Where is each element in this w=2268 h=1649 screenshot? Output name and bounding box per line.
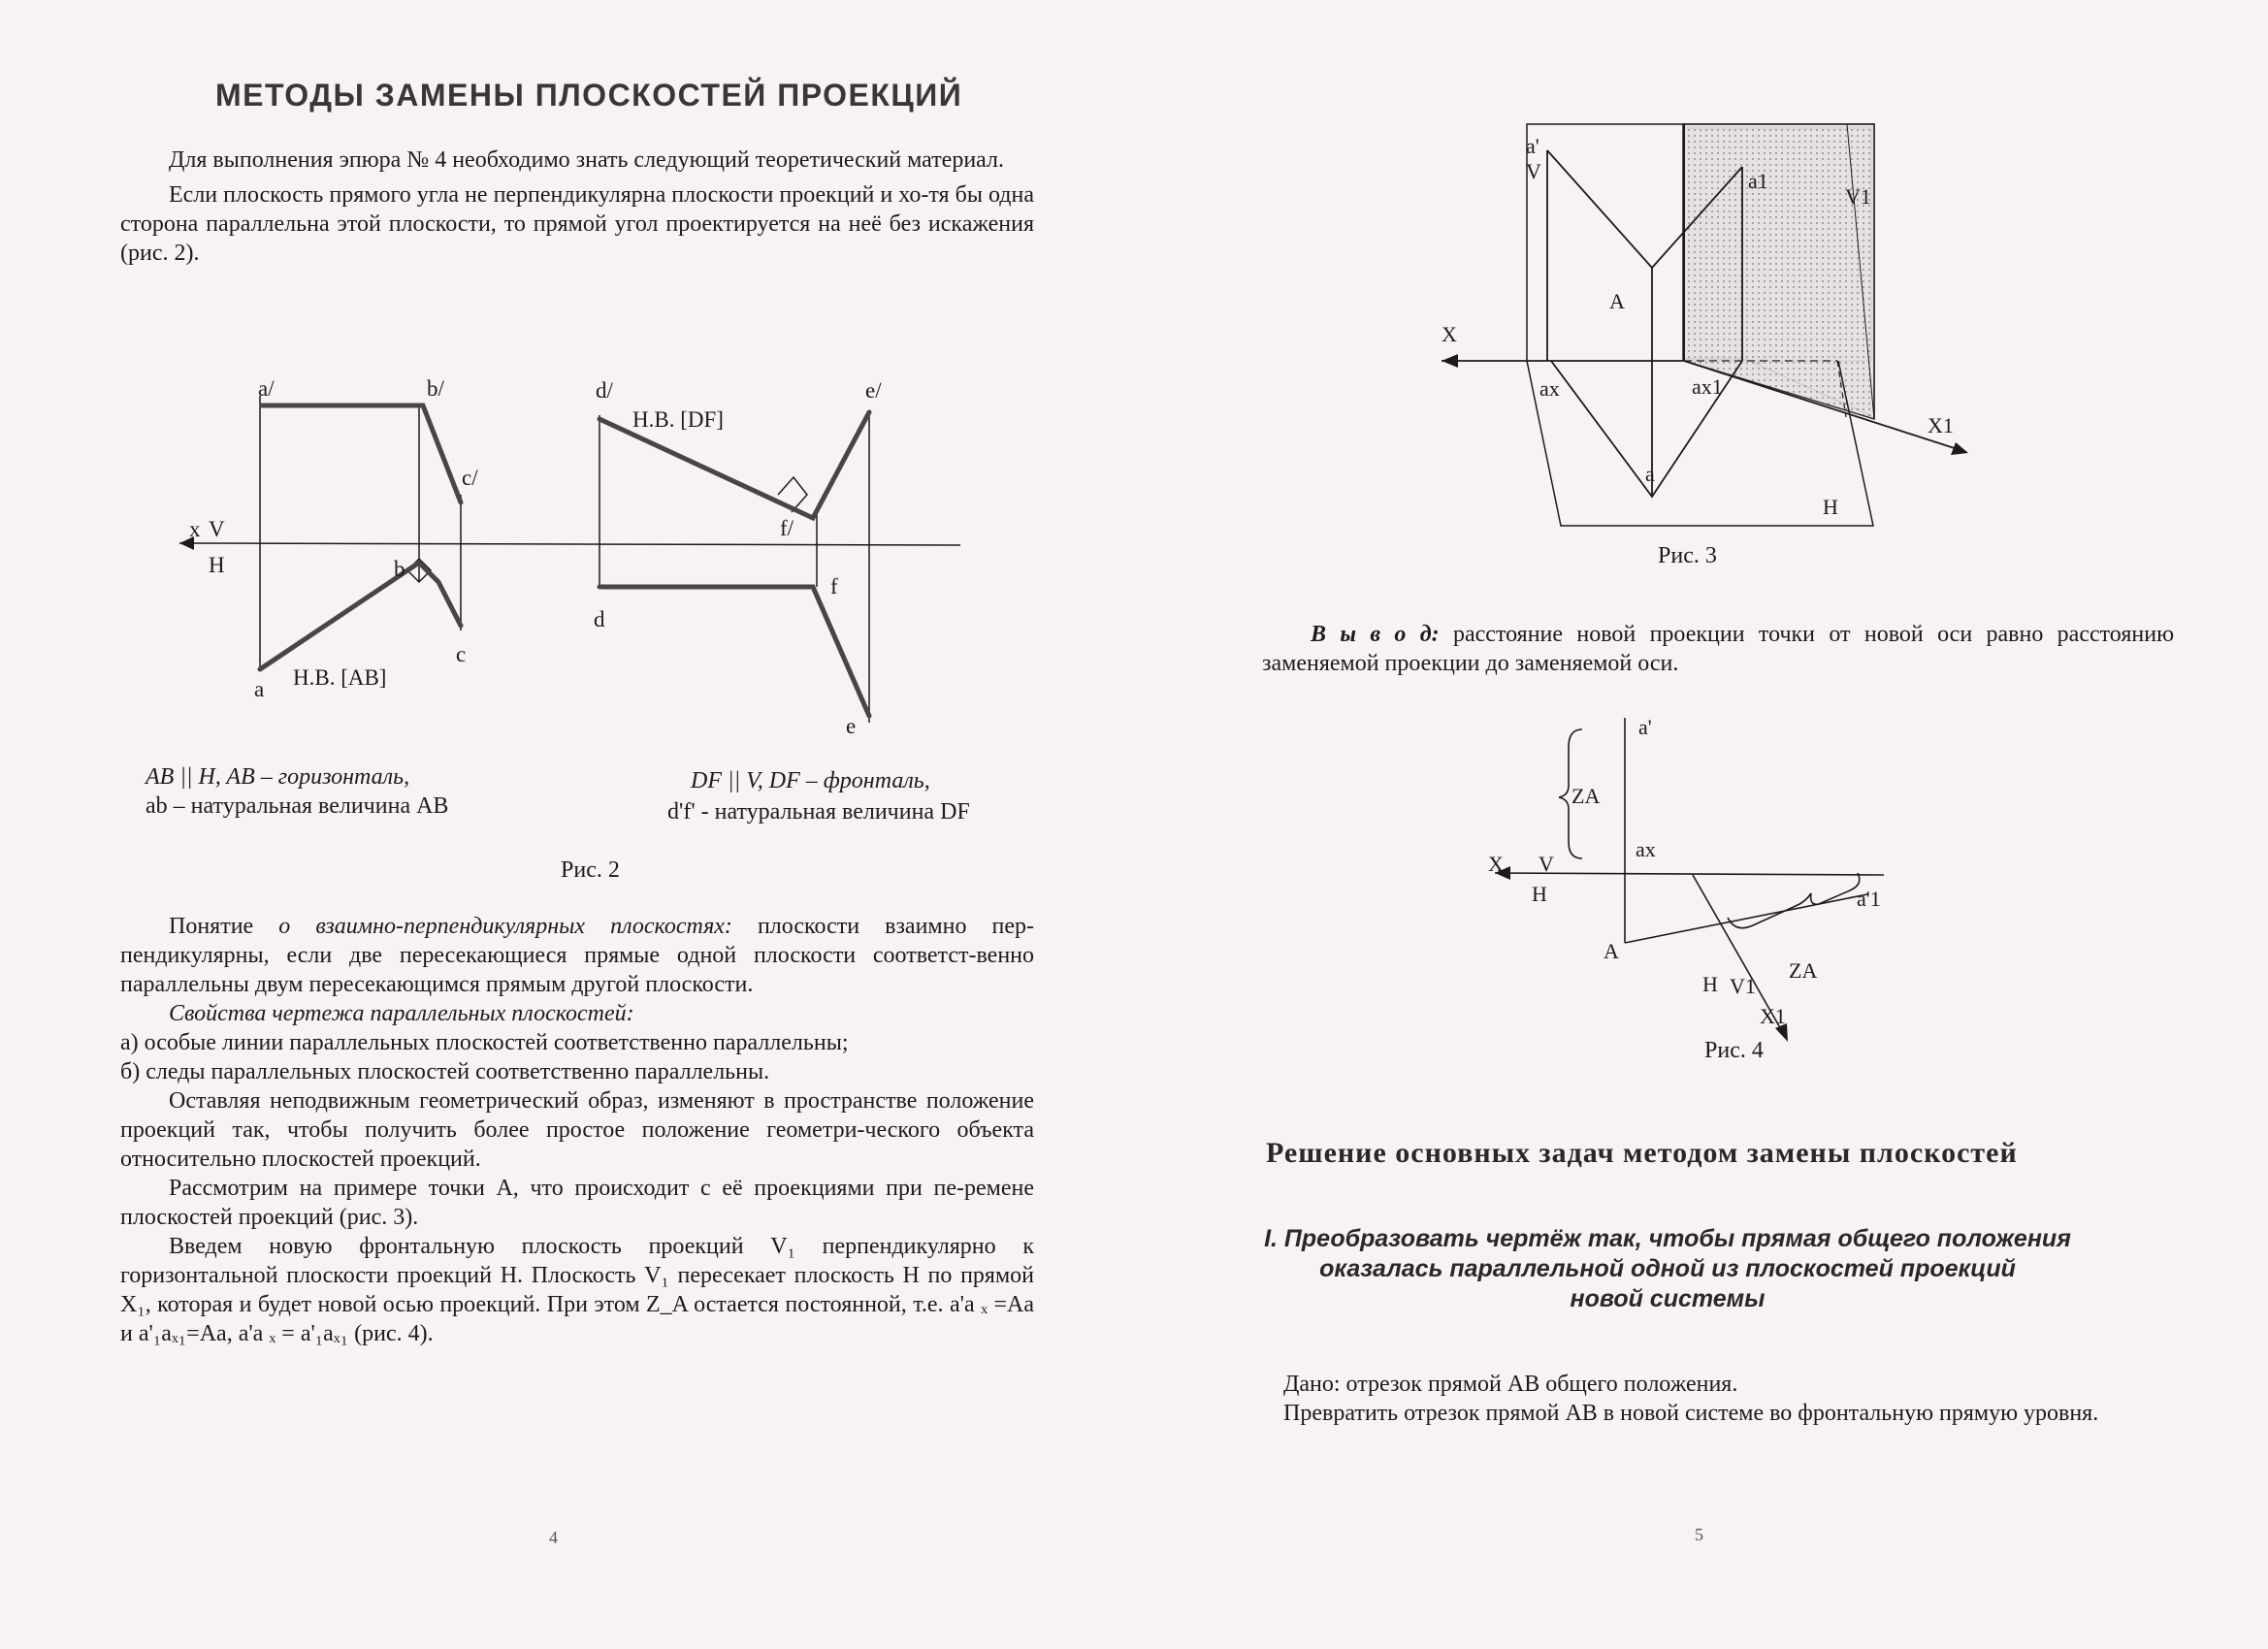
label-e-prime: e/ [865, 378, 882, 403]
label-c: c [456, 642, 467, 666]
page-number-left: 4 [549, 1528, 558, 1547]
concept-body: плоскости взаимно пер-пендикулярны, если две пересекающиеся прямые одной плоскости соответст-венно параллельны двум пересекающимся прямым другой плоскости. [120, 914, 1034, 997]
label-v: V [209, 517, 225, 541]
goal-text: Превратить отрезок прямой AB в новой системе во фронтальную прямую уровня. [1283, 1401, 2099, 1426]
fig3-label-a1: a1 [1748, 169, 1768, 193]
fig4-label-x: X [1488, 852, 1504, 876]
fig4-label-x1: X1 [1760, 1004, 1786, 1028]
label-hv-df: Н.В. [DF] [632, 407, 724, 432]
task-heading [1250, 1224, 2085, 1314]
fig3-label-ax1: ax1 [1692, 374, 1723, 399]
fig3-caption: Рис. 3 [1658, 543, 1717, 568]
given-text: Дано: отрезок прямой AB общего положения. [1283, 1372, 1738, 1397]
label-a: a [254, 677, 265, 701]
fig2-caption-left-1: AB || H, AB – горизонталь, [146, 764, 410, 790]
label-b: b [394, 557, 405, 581]
task-line-1: I. Преобразовать чертёж так, чтобы прямая общего положения [1264, 1225, 2071, 1252]
intro-paragraph-1: Для выполнения эпюра № 4 необходимо знать следующий теоретический материал. [169, 147, 1005, 173]
fig3-label-a-prime: a' [1526, 134, 1539, 158]
task-line-2: оказалась параллельной одной из плоскостей проекций [1319, 1255, 2016, 1282]
label-b-prime: b/ [427, 376, 444, 401]
fig4-label-ax: ax [1636, 837, 1656, 861]
paragraph-4: Рассмотрим на примере точки A, что происходит с её проекциями при пе-ремене плоскостей проекций (рис. 3). [120, 1176, 1034, 1230]
label-e: e [846, 714, 857, 738]
task-body [1235, 1370, 2205, 1428]
fig2-caption-right-2: d'f' - натуральная величина DF [667, 799, 970, 824]
fig4-label-h: H [1532, 882, 1547, 906]
concept-term: о взаимно-перпендикулярных плоскостях: [278, 914, 732, 939]
label-x: x [189, 517, 201, 541]
fig3-label-A: A [1609, 289, 1625, 313]
label-c-prime: c/ [462, 466, 478, 490]
section-title: Решение основных задач методом замены плоскостей [1266, 1137, 2018, 1169]
conclusion-label: В ы в о д: [1311, 622, 1440, 647]
fig4-line-A-a1 [1625, 894, 1867, 943]
fig3-label-ax: ax [1539, 376, 1560, 401]
label-a-prime: a/ [258, 376, 275, 401]
fig4-label-a1-prime: a'1 [1857, 887, 1881, 911]
figure-4 [1134, 0, 2268, 1067]
task-line-3: новой системы [1570, 1285, 1766, 1312]
concept-paragraph [120, 912, 1034, 999]
axis-x-line [179, 543, 960, 545]
fig4-caption: Рис. 4 [1704, 1038, 1764, 1063]
concept-lead: Понятие [169, 914, 279, 939]
conclusion-text: расстояние новой проекции точки от новой оси равно расстоянию заменяемой проекции до заменяемой оси. [1262, 622, 2175, 676]
fig3-label-a: a [1645, 462, 1655, 486]
label-d-prime: d/ [596, 378, 613, 403]
fig3-label-v: V [1526, 159, 1541, 183]
fig4-label-za-top: ZA [1571, 784, 1601, 808]
label-d: d [594, 607, 605, 631]
label-h: H [209, 553, 225, 577]
label-hv-ab: Н.В. [AB] [293, 665, 387, 690]
prop-b: б) следы параллельных плоскостей соответственно параллельны. [120, 1059, 770, 1084]
fig4-label-v1: V1 [1730, 974, 1756, 998]
fig3-label-h: H [1823, 495, 1838, 519]
intro-paragraph-2: Если плоскость прямого угла не перпендикулярна плоскости проекций и хо-тя бы одна сторона параллельна этой плоскости, то прямой угол проектируется на неё без искажения (рис. 2). [120, 182, 1034, 266]
fig4-label-A: A [1604, 939, 1619, 963]
page-number-right: 5 [1695, 1525, 1703, 1544]
paragraph-3: Оставляя неподвижным геометрический образ, изменяют в пространстве положение проекций так, чтобы получить более простое положение геометри-ческого объекта относительно плоскостей проекций. [120, 1088, 1034, 1172]
fig4-label-v: V [1539, 852, 1554, 876]
fig4-label-h2: H [1702, 972, 1718, 996]
body-text [120, 912, 1034, 1348]
label-f: f [830, 574, 838, 598]
fig3-label-x: X [1442, 322, 1457, 346]
props-title: Свойства чертежа параллельных плоскостей: [169, 1001, 634, 1026]
fig3-label-v1: V1 [1845, 184, 1871, 209]
fig4-label-a-prime: a' [1638, 715, 1652, 739]
segment-a-b-c-prime [262, 405, 461, 502]
right-page [1134, 0, 2268, 1649]
fig3-label-x1: X1 [1928, 413, 1954, 437]
prop-a: а) особые линии параллельных плоскостей соответственно параллельны; [120, 1030, 849, 1055]
fig4-label-za-bottom: ZA [1789, 958, 1818, 983]
fig2-caption-right-1: DF || V, DF – фронталь, [691, 768, 930, 793]
label-f-prime: f/ [780, 516, 794, 540]
segment-d-f-e [599, 587, 869, 716]
segment-a-b-c [260, 563, 461, 669]
fig2-caption: Рис. 2 [561, 857, 620, 883]
page-title: МЕТОДЫ ЗАМЕНЫ ПЛОСКОСТЕЙ ПРОЕКЦИЙ [215, 78, 963, 113]
paragraph-5: Введем новую фронтальную плоскость проекций V₁ перпендикулярно к горизонтальной плоскости проекций H. Плоскость V₁ пересекает плоскость H по прямой X₁, которая и будет новой осью проекций. При этом Z_A остается постоянной, т.е. a'a ₓ =Aa и a'₁aₓ₁=Aa, a'a ₓ = a'₁aₓ₁ (рис. 4). [120, 1234, 1034, 1346]
fig2-caption-left-2: ab – натуральная величина AB [146, 793, 449, 819]
